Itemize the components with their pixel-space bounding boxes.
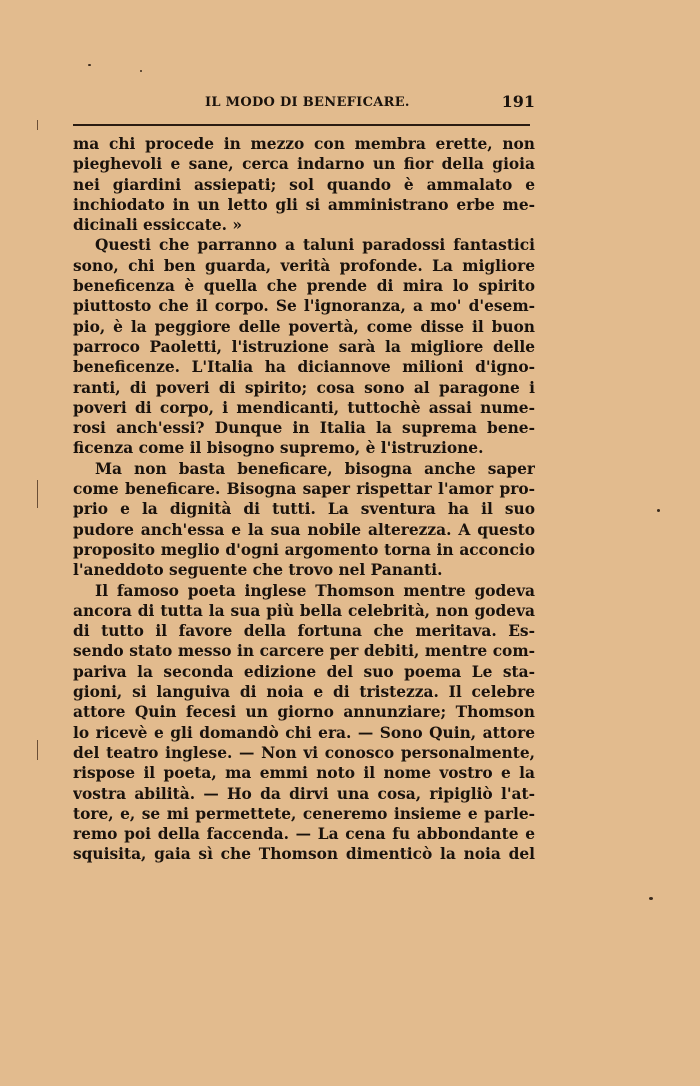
margin-mark (37, 480, 38, 508)
page-header (73, 92, 535, 114)
text-line: poveri di corpo, i mendicanti, tuttochè assai nume- (73, 398, 535, 417)
margin-mark (37, 120, 38, 130)
text-line: remo poi della faccenda. — La cena fu abbondante e (73, 825, 535, 844)
text-line: ma chi procede in mezzo con membra erette, non (73, 135, 535, 153)
text-line: dicinali essiccate. » (73, 216, 242, 235)
text-line: piuttosto che il corpo. Se l'ignoranza, a mo' d'esem- (73, 297, 535, 316)
header-rule (73, 124, 530, 126)
text-line: come beneficare. Bisogna saper rispettar l'amor pro- (73, 480, 535, 499)
text-line: pieghevoli e sane, cerca indarno un fior della gioia (73, 155, 535, 174)
body-text (73, 134, 535, 865)
text-line: lo ricevè e gli domandò chi era. — Sono Quin, attore (73, 723, 535, 742)
paragraph-start-line: Il famoso poeta inglese Thomson mentre godeva (95, 581, 535, 600)
text-line: di tutto il favore della fortuna che meritava. Es- (73, 622, 535, 641)
scan-speck (88, 64, 91, 66)
text-line: ficenza come il bisogno supremo, è l'istruzione. (73, 439, 484, 458)
text-line: rosi anch'essi? Dunque in Italia la suprema bene- (73, 419, 535, 438)
running-title: IL MODO DI BENEFICARE. (205, 95, 410, 110)
scan-speck (649, 897, 653, 900)
text-line: beneficenze. L'Italia ha diciannove milioni d'igno- (73, 358, 535, 377)
scan-speck (657, 509, 660, 512)
text-line: rispose il poeta, ma emmi noto il nome vostro e la (73, 764, 535, 783)
text-line: prio e la dignità di tutti. La sventura ha il suo (73, 500, 535, 519)
text-line: ranti, di poveri di spirito; cosa sono al paragone i (73, 378, 535, 397)
text-line: attore Quin fecesi un giorno annunziare; Thomson (73, 703, 535, 722)
text-line: ancora di tutta la sua più bella celebrità, non godeva (73, 601, 535, 620)
text-line: vostra abilità. — Ho da dirvi una cosa, ripigliò l'at- (73, 784, 535, 803)
text-line: inchiodato in un letto gli si amministrano erbe me- (73, 195, 535, 214)
text-line: beneficenza è quella che prende di mira lo spirito (73, 277, 535, 296)
scan-speck (140, 70, 142, 72)
text-line: sono, chi ben guarda, verità profonde. La migliore (73, 256, 535, 275)
text-line: proposito meglio d'ogni argomento torna in acconcio (73, 540, 535, 559)
text-line: del teatro inglese. — Non vi conosco personalmente, (73, 743, 535, 762)
text-line: nei giardini assiepati; sol quando è ammalato e (73, 175, 535, 194)
text-line: l'aneddoto seguente che trovo nel Pananti. (73, 561, 443, 580)
text-line: pudore anch'essa e la sua nobile alterezza. A questo (73, 520, 535, 539)
text-line: tore, e, se mi permettete, ceneremo insieme e parle- (73, 804, 535, 823)
margin-mark (37, 740, 38, 760)
text-line: parroco Paoletti, l'istruzione sarà la migliore delle (73, 337, 535, 356)
text-line: pio, è la peggiore delle povertà, come disse il buon (73, 317, 535, 336)
page-number: 191 (501, 92, 535, 111)
text-line: pariva la seconda edizione del suo poema Le sta- (73, 662, 535, 681)
text-line: gioni, si languiva di noia e di tristezza. Il celebre (73, 683, 535, 702)
text-line: squisita, gaia sì che Thomson dimenticò la noia del (73, 845, 535, 864)
paragraph-start-line: Ma non basta beneficare, bisogna anche saper (95, 459, 535, 478)
text-line: sendo stato messo in carcere per debiti, mentre com- (73, 642, 535, 661)
paragraph-start-line: Questi che parranno a taluni paradossi fantastici (95, 236, 535, 255)
